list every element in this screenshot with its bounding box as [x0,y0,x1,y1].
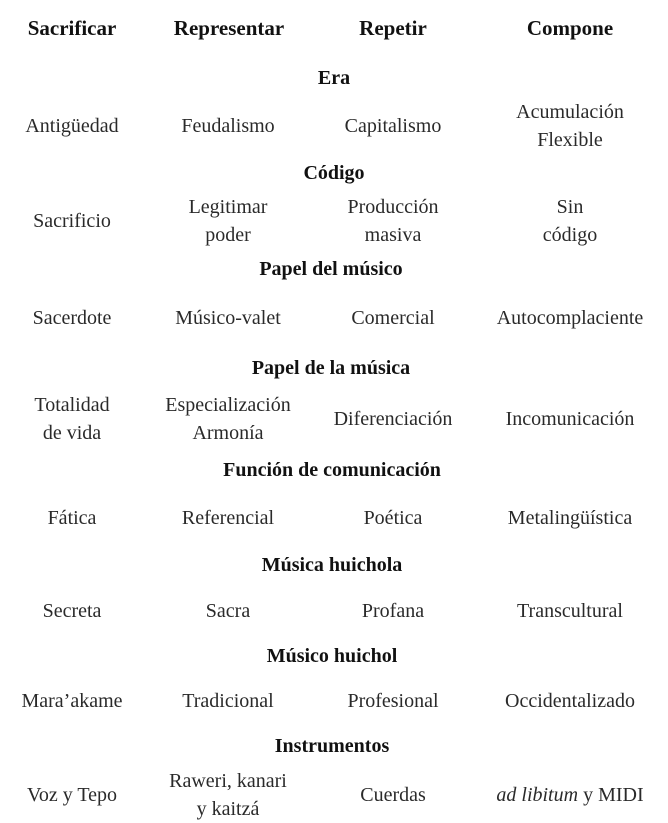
cell-musico-huichol-compone: Occidentalizado [505,690,635,712]
cell-musica-huichola-sacrificar: Secreta [42,600,102,622]
cell-funcion-representar: Referencial [181,507,275,529]
cell-instrumentos-repetir: Cuerdas [360,784,426,806]
cell-papel-musica-sacrificar: Totalidad de vida [34,394,110,444]
section-title-codigo: Código [303,162,365,184]
cell-instrumentos-sacrificar: Voz y Tepo [26,784,118,806]
cell-era-repetir: Capitalismo [344,115,442,137]
cell-musica-huichola-repetir: Profana [361,600,425,622]
section-title-era: Era [317,67,351,89]
midi-suffix: y MIDI [578,784,644,806]
column-header-compone: Compone [526,16,614,40]
section-title-papel-de-la-musica: Papel de la música [251,357,411,379]
cell-era-sacrificar: Antigüedad [25,115,119,137]
cell-papel-musica-compone: Incomunicación [505,408,635,430]
italic-term-ad-libitum: ad libitum [496,784,579,806]
section-title-instrumentos: Instrumentos [274,735,390,757]
cell-funcion-sacrificar: Fática [47,507,97,529]
column-header-repetir: Repetir [359,16,427,40]
cell-musico-huichol-representar: Tradicional [182,690,274,712]
cell-instrumentos-compone [496,781,643,809]
cell-codigo-representar: Legitimar poder [188,196,268,246]
column-header-sacrificar: Sacrificar [27,16,117,40]
cell-codigo-sacrificar: Sacrificio [33,210,111,232]
cell-papel-musica-representar: Especialización Armonía [165,394,291,444]
section-title-musica-huichola: Música huichola [261,554,403,576]
cell-papel-musica-repetir: Diferenciación [333,408,453,430]
cell-musico-huichol-repetir: Profesional [347,690,439,712]
column-header-representar: Representar [173,16,285,40]
cell-era-representar: Feudalismo [181,115,275,137]
section-title-funcion-de-comunicacion: Función de comunicación [223,459,441,481]
cell-papel-musico-representar: Músico-valet [175,307,281,329]
cell-papel-musico-repetir: Comercial [351,307,435,329]
cell-musica-huichola-compone: Transcultural [517,600,623,622]
cell-musico-huichol-sacrificar: Mara’akame [21,690,123,712]
cell-musica-huichola-representar: Sacra [205,600,251,622]
cell-era-compone: Acumulación Flexible [516,101,624,151]
cell-codigo-repetir: Producción masiva [347,196,439,246]
cell-papel-musico-sacrificar: Sacerdote [32,307,112,329]
cell-papel-musico-compone: Autocomplaciente [496,307,644,329]
cell-funcion-repetir: Poética [363,507,423,529]
cell-instrumentos-representar: Raweri, kanari y kaitzá [169,770,287,820]
cell-funcion-compone: Metalingüística [507,507,633,529]
cell-codigo-compone: Sin código [542,196,598,246]
section-title-musico-huichol: Músico huichol [266,645,398,667]
section-title-papel-del-musico: Papel del músico [259,258,403,280]
